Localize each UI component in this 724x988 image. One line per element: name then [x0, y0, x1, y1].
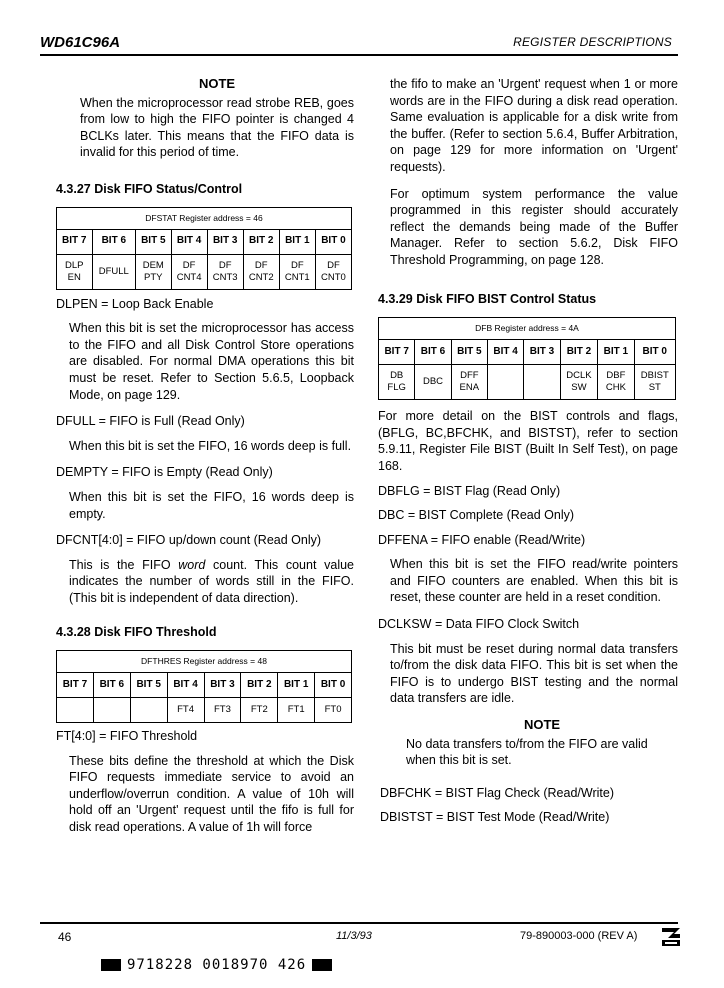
- bit-field: FT3: [204, 698, 241, 723]
- dfstat-register-table: [56, 207, 352, 290]
- dffena-description: When this bit is set the FIFO read/write pointers and FIFO counters are enabled. When this bit is reset, these counter are held in a reset condition.: [390, 557, 678, 605]
- section-heading-4-3-28: 4.3.28 Disk FIFO Threshold: [56, 625, 217, 640]
- bit-label: BIT 1: [279, 229, 315, 254]
- dlpen-description: When this bit is set the microprocessor has access to the FIFO and all Disk Control Store operations are disabled. For normal DMA operations this bit must be reset. Refer to Section 5.6.5, Loopback Mode, on page 129.: [69, 321, 354, 402]
- company-logo-icon: [660, 926, 682, 948]
- bit-field: [524, 365, 560, 400]
- bit-label: BIT 2: [241, 673, 278, 698]
- bit-label: BIT 7: [57, 673, 94, 698]
- bit-field: DBF CHK: [598, 365, 634, 400]
- threshold-continued: the fifo to make an 'Urgent' request when 1 or more words are in the FIFO during a disk read operation. Same evaluation is applicable for a disk write from the buffer. (Refer to section 5.6.4, Buffer Arbitration, on page 129 for more information on 'Urgent' requests).: [390, 77, 678, 174]
- dbistst-definition: DBISTST = BIST Test Mode (Read/Write): [380, 810, 610, 825]
- header-section-title: REGISTER DESCRIPTIONS: [513, 35, 672, 49]
- header-rule: [40, 54, 678, 56]
- footer-date: 11/3/93: [336, 930, 372, 942]
- dbflg-definition: DBFLG = BIST Flag (Read Only): [378, 483, 561, 498]
- note-title: NOTE: [523, 717, 561, 733]
- header-part-number: WD61C96A: [40, 34, 121, 51]
- bit-label: BIT 5: [136, 229, 172, 254]
- bit-label: BIT 2: [560, 340, 598, 365]
- dbc-definition: DBC = BIST Complete (Read Only): [378, 508, 575, 523]
- note-block: [56, 76, 354, 161]
- table-caption: DFB Register address = 4A: [379, 318, 676, 340]
- bit-field: DF CNT2: [243, 254, 279, 289]
- bit-label: BIT 4: [171, 229, 207, 254]
- bit-field: FT0: [315, 698, 352, 723]
- dbfchk-definition: DBFCHK = BIST Flag Check (Read/Write): [380, 785, 614, 800]
- note-block-2: [390, 717, 678, 769]
- bit-field: DCLK SW: [560, 365, 598, 400]
- dempty-description: When this bit is set the FIFO, 16 words deep is empty.: [69, 489, 354, 521]
- bit-label: BIT 7: [57, 229, 93, 254]
- bit-field: DBIST ST: [634, 365, 675, 400]
- bit-label: BIT 5: [130, 673, 167, 698]
- bit-label: BIT 3: [524, 340, 560, 365]
- section-heading-4-3-27: 4.3.27 Disk FIFO Status/Control: [56, 181, 243, 196]
- dfull-definition: DFULL = FIFO is Full (Read Only): [56, 414, 245, 429]
- dfb-register-table: [378, 317, 676, 400]
- bit-label: BIT 5: [451, 340, 487, 365]
- table-caption: DFSTAT Register address = 46: [57, 207, 352, 229]
- bit-field: DBC: [415, 365, 451, 400]
- dempty-definition: DEMPTY = FIFO is Empty (Read Only): [56, 465, 273, 480]
- dclksw-description: This bit must be reset during normal data transfers to/from the disk data FIFO. This bit is set when the FIFO is to undergo BIST testing and the normal data transfers are idle.: [390, 641, 678, 706]
- ft-description: These bits define the threshold at which the Disk FIFO requests immediate service to avoid an underflow/overrun condition. A value of 10h will hold off an 'Urgent' request until the fifo is full for disk read operations. A value of 1h will force: [69, 753, 354, 835]
- optimum-performance-paragraph: For optimum system performance the value programmed in this register should accurately reflect the demands being made of the Buffer Manager. Refer to section 5.6.2, Disk FIFO Threshold Programming, on page 128.: [390, 186, 678, 267]
- note-title: NOTE: [198, 76, 236, 91]
- bit-field: DF CNT4: [171, 254, 207, 289]
- bit-label: BIT 0: [315, 229, 351, 254]
- bit-field: FT4: [167, 698, 204, 723]
- table-caption: DFTHRES Register address = 48: [57, 651, 352, 673]
- bit-field: [487, 365, 523, 400]
- bit-field: DFULL: [92, 254, 135, 289]
- bit-label: BIT 6: [92, 229, 135, 254]
- dfcnt-description: This is the FIFO word count. This count value indicates the number of words still in the FIFO. (This bit is independent of data direction).: [69, 557, 354, 605]
- bit-field: [57, 698, 94, 723]
- bit-field: FT1: [278, 698, 315, 723]
- bit-label: BIT 3: [207, 229, 243, 254]
- bist-detail-paragraph: For more detail on the BIST controls and flags, (BFLG, BC,BFCHK, and BISTST), refer to section 5.9.11, Register File BIST (Built In Self Test), on page 168.: [378, 409, 678, 473]
- bit-label: BIT 0: [634, 340, 675, 365]
- bit-field: DB FLG: [379, 365, 415, 400]
- bit-field: [93, 698, 130, 723]
- footer-rule: [40, 922, 678, 924]
- dclksw-definition: DCLKSW = Data FIFO Clock Switch: [378, 617, 580, 632]
- bit-field: DF CNT0: [315, 254, 351, 289]
- bit-label: BIT 6: [93, 673, 130, 698]
- bit-field: DFF ENA: [451, 365, 487, 400]
- dfcnt-definition: DFCNT[4:0] = FIFO up/down count (Read Only): [56, 533, 322, 548]
- bit-label: BIT 0: [315, 673, 352, 698]
- bit-label: BIT 6: [415, 340, 451, 365]
- barcode-number: 9718228 0018970 426: [127, 957, 307, 973]
- bit-label: BIT 7: [379, 340, 415, 365]
- dfull-description: When this bit is set the FIFO, 16 words deep is full.: [69, 438, 352, 453]
- bit-field: DF CNT1: [279, 254, 315, 289]
- barcode-block-left: [101, 959, 121, 971]
- bit-label: BIT 1: [598, 340, 634, 365]
- right-column: [378, 76, 678, 826]
- barcode-strip: [95, 957, 338, 973]
- bit-label: BIT 4: [167, 673, 204, 698]
- left-column: [56, 76, 354, 836]
- bit-label: BIT 2: [243, 229, 279, 254]
- ft-definition: FT[4:0] = FIFO Threshold: [56, 729, 198, 744]
- bit-label: BIT 1: [278, 673, 315, 698]
- dlpen-definition: DLPEN = Loop Back Enable: [56, 296, 214, 311]
- barcode-block-right: [312, 959, 332, 971]
- bit-field: DEM PTY: [136, 254, 172, 289]
- bit-field: FT2: [241, 698, 278, 723]
- note-body: No data transfers to/from the FIFO are valid when this bit is set.: [406, 736, 648, 768]
- bit-field: DF CNT3: [207, 254, 243, 289]
- bit-field: [130, 698, 167, 723]
- bit-label: BIT 3: [204, 673, 241, 698]
- document-number: 79-890003-000 (REV A): [520, 930, 638, 942]
- dffena-definition: DFFENA = FIFO enable (Read/Write): [378, 532, 586, 547]
- bit-label: BIT 4: [487, 340, 523, 365]
- section-heading-4-3-29: 4.3.29 Disk FIFO BIST Control Status: [378, 291, 597, 306]
- dfthres-register-table: [56, 650, 352, 723]
- note-body: When the microprocessor read strobe REB, goes from low to high the FIFO pointer is changed 4 BCLKs later. This means that the FIFO data is invalid for this period of time.: [80, 95, 354, 160]
- bit-field: DLP EN: [57, 254, 93, 289]
- page-number: 46: [58, 930, 72, 944]
